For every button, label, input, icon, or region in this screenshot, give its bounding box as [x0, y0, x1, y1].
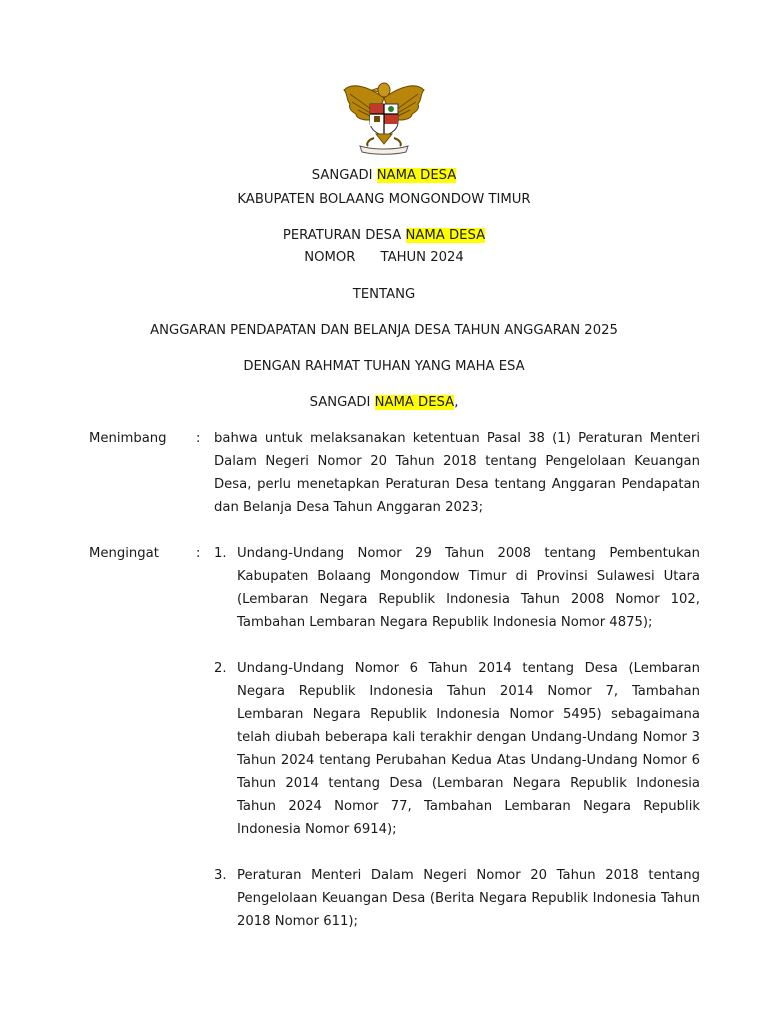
title-rahmat: DENGAN RAHMAT TUHAN YANG MAHA ESA [243, 359, 525, 374]
mengingat-colon: : [196, 546, 201, 561]
placeholder-highlight: NAMA DESA [405, 228, 486, 243]
title-subject: ANGGARAN PENDAPATAN DAN BELANJA DESA TAHUN ANGGARAN 2025 [150, 323, 618, 338]
item-text: Undang-Undang Nomor 6 Tahun 2014 tentang Desa (Lembaran Negara Republik Indonesia Tahun 2014 Nomor 7, Tambahan Lembaran Negara Republik Indonesia Nomor 5495) sebagaimana telah diubah beberapa kali terakhir dengan Undang-Undang Nomor 3 Tahun 2024 tentang Perubahan Kedua Atas Undang-Undang Nomor 6 Tahun 2014 tentang Desa (Lembaran Negara Republik Indonesia Tahun 2024 Nomor 77, Tambahan Lembaran Negara Republik Indonesia Nomor 6914); [237, 661, 700, 837]
placeholder-highlight: NAMA DESA [374, 395, 455, 410]
title-peraturan-desa: PERATURAN DESA NAMA DESA [282, 228, 486, 243]
garuda-emblem-icon [338, 76, 430, 156]
mengingat-item [214, 864, 700, 933]
title-nomor-tahun: NOMOR TAHUN 2024 [304, 250, 464, 265]
title-sangadi-closing: SANGADI NAMA DESA, [309, 395, 459, 410]
menimbang-text: bahwa untuk melaksanakan ketentuan Pasal 38 (1) Peraturan Menteri Dalam Negeri Nomor 20 Tahun 2018 tentang Pengelolaan Keuangan Desa, perlu menetapkan Peraturan Desa tentang Anggaran Pendapatan dan Belanja Desa Tahun Anggaran 2023; [214, 431, 700, 515]
menimbang-label: Menimbang [89, 431, 167, 446]
item-text: Undang-Undang Nomor 29 Tahun 2008 tentang Pembentukan Kabupaten Bolaang Mongondow Timur di Provinsi Sulawesi Utara (Lembaran Negara Republik Indonesia Tahun 2008 Nomor 102, Tambahan Lembaran Negara Republik Indonesia Nomor 4875); [237, 546, 700, 630]
mengingat-item [214, 542, 700, 634]
mengingat-item [214, 657, 700, 841]
mengingat-label: Mengingat [89, 546, 159, 561]
title-tentang: TENTANG [352, 287, 416, 302]
title-kabupaten: KABUPATEN BOLAANG MONGONDOW TIMUR [237, 192, 531, 207]
placeholder-highlight: NAMA DESA [376, 168, 457, 183]
title-sangadi: SANGADI NAMA DESA [311, 168, 457, 183]
menimbang-colon: : [196, 431, 201, 446]
item-number: 1. [214, 546, 227, 561]
item-number: 2. [214, 661, 227, 676]
item-number: 3. [214, 868, 227, 883]
item-text: Peraturan Menteri Dalam Negeri Nomor 20 Tahun 2018 tentang Pengelolaan Keuangan Desa (Berita Negara Republik Indonesia Tahun 2018 Nomor 611); [237, 868, 700, 929]
